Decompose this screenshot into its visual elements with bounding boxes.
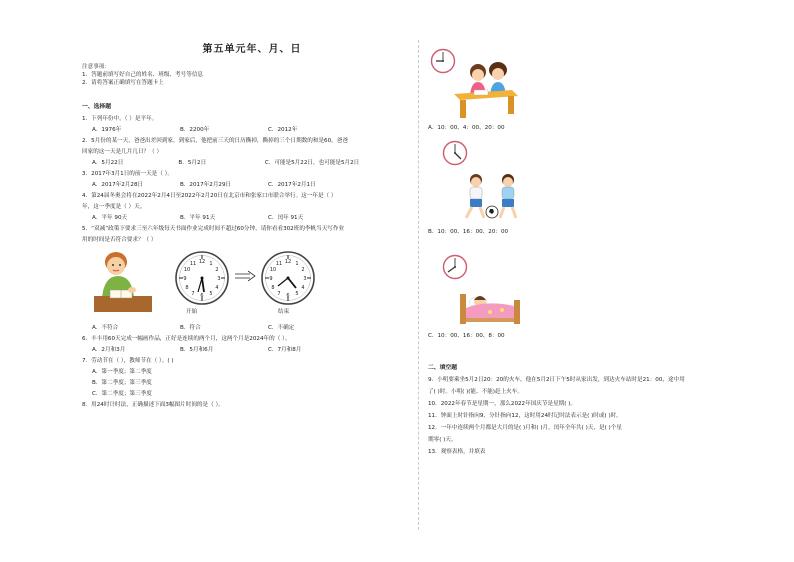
left-column [82, 40, 422, 409]
question-10[interactable]: 10．2022年春节是星期一，那么2022年国庆节是星期( )。 [428, 401, 577, 407]
child-sleeping-illustration [456, 288, 524, 328]
wall-clock-icon [442, 254, 468, 280]
svg-text:8: 8 [185, 285, 189, 291]
option-b[interactable]: B．2017年2月29日 [180, 182, 232, 188]
option-c[interactable]: C．闰年 91天 [268, 215, 304, 221]
svg-text:1: 1 [209, 261, 213, 267]
q8-option-a[interactable]: A．10：00、4：00、20：00 [428, 125, 505, 131]
notice-item: 1．答题前填写好自己的姓名、班级、考号等信息 [82, 72, 204, 78]
option-b[interactable]: B．符合 [180, 325, 201, 331]
question-5-cont: 用的时间是否符合要求？（ ） [82, 237, 157, 243]
q8-option-b[interactable]: B．10：00、16：00、20：00 [428, 229, 509, 235]
option-b[interactable]: B．平年 91天 [180, 215, 216, 221]
svg-text:10: 10 [183, 267, 191, 273]
children-playing-soccer-illustration [458, 172, 528, 222]
option-c[interactable]: C．不确定 [268, 325, 295, 331]
question-5-options [82, 324, 422, 332]
svg-text:6: 6 [286, 293, 290, 299]
wall-clock-icon [442, 140, 468, 166]
boy-writing-illustration [92, 248, 154, 314]
notice-item: 2．请将答案正确填写在答题卡上 [82, 80, 164, 86]
page-title: 第五单元年、月、日 [202, 44, 302, 55]
question-4-options [82, 214, 422, 222]
question-12[interactable]: 12．一年中连续两个月都是大月的是( )月和( )月，闰年全年共( )天，是( )个星 [428, 425, 622, 431]
svg-text:12: 12 [198, 259, 206, 265]
question-12-cont[interactable]: 期零( )天。 [428, 437, 457, 443]
option-c[interactable]: C．第二季度；第三季度 [92, 391, 152, 397]
option-b[interactable]: B．5月和6月 [180, 347, 214, 353]
option-a[interactable]: A．2017年2月28日 [92, 182, 144, 188]
svg-text:11: 11 [189, 261, 197, 267]
option-b[interactable]: B．第二季度；第三季度 [92, 380, 152, 386]
svg-text:8: 8 [271, 285, 275, 291]
clock-start-icon [174, 250, 230, 306]
right-column [428, 40, 768, 456]
question-4: 4．第24届冬奥会将在2022年2月4日至2022年2月20日在北京市和张家口市联合举行。这一年是（ ） [82, 193, 337, 199]
q8-picture-3 [428, 236, 768, 332]
svg-text:4: 4 [215, 285, 219, 291]
svg-text:3: 3 [303, 276, 307, 282]
option-a[interactable]: A．1976年 [92, 127, 122, 133]
clock-end-label: 结束 [278, 309, 290, 315]
q8-option-c[interactable]: C．10：00、16：00、8：00 [428, 333, 505, 339]
svg-text:6: 6 [200, 293, 204, 299]
option-c[interactable]: C．7月和8月 [268, 347, 302, 353]
svg-text:4: 4 [301, 285, 305, 291]
question-1: 1．下列年份中，（ ）是平年。 [82, 116, 158, 122]
question-9: 9．小明要乘坐5月2日20：20的火车，他在5月2日下午5时从家出发，到达火车站时是21：00，途中用 [428, 377, 685, 383]
question-1-options [82, 126, 422, 134]
question-6: 6．丰丰用60天完成一幅画作品，正好是连续的两个月，这两个月是2024年的（ ）。 [82, 336, 291, 342]
option-b[interactable]: B．2200年 [180, 127, 210, 133]
svg-text:1: 1 [295, 261, 299, 267]
option-b[interactable]: B．5月2日 [178, 160, 207, 166]
q8-picture-2 [428, 132, 768, 228]
question-2: 2．5月份的某一天，爸爸出差回到家，到家后，他把前三天的日历撕掉，撕掉的三个日期数的和是60，爸爸 [82, 138, 348, 144]
clock-start-label: 开始 [186, 309, 198, 315]
question-5-figure [82, 244, 422, 324]
option-a[interactable]: A．平年 90天 [92, 215, 128, 221]
q8-picture-1 [428, 40, 768, 124]
svg-text:5: 5 [209, 291, 213, 297]
option-a[interactable]: A．2月和3月 [92, 347, 126, 353]
question-8: 8．用24时计时法，正确描述下面3幅图片时间的是（ ）。 [82, 402, 224, 408]
option-a[interactable]: A．不符合 [92, 325, 119, 331]
svg-text:12: 12 [284, 259, 292, 265]
question-6-options [82, 346, 422, 354]
svg-text:11: 11 [275, 261, 283, 267]
svg-text:9: 9 [183, 276, 187, 282]
option-c[interactable]: C．可能是5月22日，也可能是5月2日 [264, 160, 360, 166]
question-2-options [82, 159, 422, 167]
option-a[interactable]: A．5月22日 [92, 160, 124, 166]
question-2-cont: 回家的这一天是几月几日？（ ） [82, 149, 163, 155]
question-7: 7．劳动节在（ ），教师节在（ ）。( ) [82, 358, 174, 364]
svg-text:2: 2 [215, 267, 219, 273]
clock-end-icon [260, 250, 316, 306]
svg-text:5: 5 [295, 291, 299, 297]
option-a[interactable]: A．第一季度；第二季度 [92, 369, 152, 375]
question-5: 5．“双减”政策下要求三至六年级每天书面作业完成时间不超过60分钟，请你看看302班的李帆当天写作业 [82, 226, 345, 232]
option-c[interactable]: C．2012年 [268, 127, 298, 133]
question-11[interactable]: 11．钟面上时针指向9，分针指向12，这时用24时记时法表示是( )时或( )时。 [428, 413, 622, 419]
svg-text:7: 7 [277, 291, 281, 297]
question-13: 13．观察表格，并填表 [428, 449, 486, 455]
section-heading-fill: 二、填空题 [428, 365, 457, 371]
svg-text:10: 10 [269, 267, 277, 273]
question-3: 3．2017年3月1日的前一天是（ ）。 [82, 171, 174, 177]
question-4-cont: 年，这一季度是（ ）天。 [82, 204, 146, 210]
arrow-right-icon [234, 270, 256, 282]
question-9-cont[interactable]: 了( )时。小明( )(能、不能)赶上火车。 [428, 389, 523, 395]
svg-text:3: 3 [217, 276, 221, 282]
children-studying-illustration [448, 56, 524, 120]
svg-text:2: 2 [301, 267, 305, 273]
question-3-options [82, 181, 422, 189]
section-heading-choice: 一、选择题 [82, 104, 111, 110]
svg-text:9: 9 [269, 276, 273, 282]
notice-heading: 注意事项： [82, 64, 110, 70]
option-c[interactable]: C．2017年2月1日 [268, 182, 316, 188]
svg-text:7: 7 [191, 291, 195, 297]
